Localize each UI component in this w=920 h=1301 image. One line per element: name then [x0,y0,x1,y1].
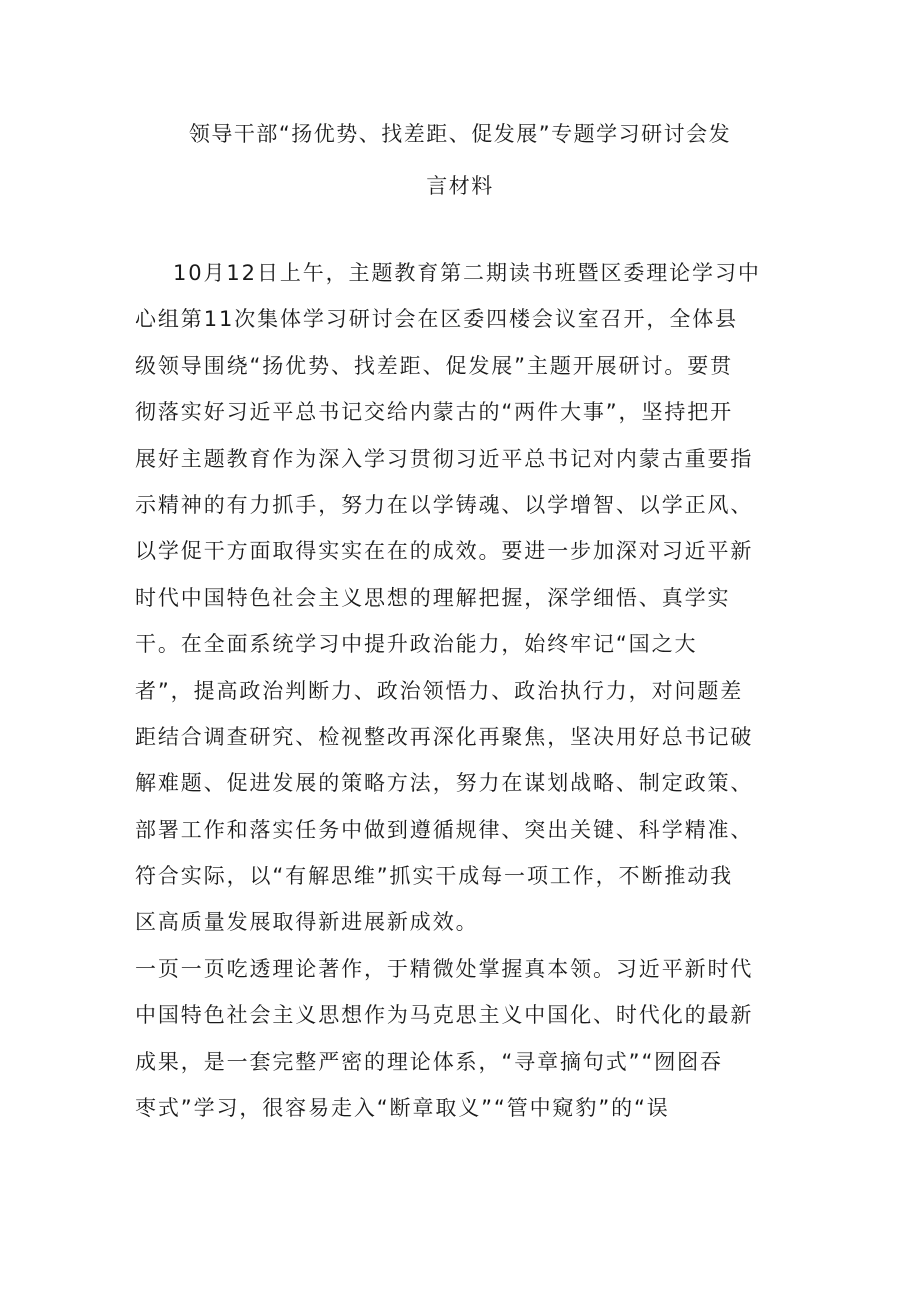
body-line: 一页一页吃透理论著作，于精微处掌握真本领。习近平新时代 [135,956,754,981]
body-line: 级领导围绕“扬优势、找差距、促发展”主题开展研讨。要贯 [135,353,734,378]
body-line: 心组第11次集体学习研讨会在区委四楼会议室召开，全体县 [135,307,739,332]
title-line-2: 言材料 [426,174,494,198]
body-line: 展好主题教育作为深入学习贯彻习近平总书记对内蒙古重要指 [135,446,754,471]
body-line: 时代中国特色社会主义思想的理解把握，深学细悟、真学实 [135,585,731,610]
body-line: 示精神的有力抓手，努力在以学铸魂、以学增智、以学正风、 [135,492,754,517]
body-line: 干。在全面系统学习中提升政治能力，始终牢记“国之大 [135,632,698,657]
body-line: 部署工作和落实任务中做到遵循规律、突出关键、科学精准、 [135,817,754,842]
document-body [135,250,775,1131]
body-line: 以学促干方面取得实实在在的成效。要进一步加深对习近平新 [135,539,754,564]
body-line: 彻落实好习近平总书记交给内蒙古的“两件大事”，坚持把开 [135,400,734,425]
title-line-1: 领导干部“扬优势、找差距、促发展”专题学习研讨会发 [188,122,732,146]
document-title [140,108,780,212]
body-line: 成果，是一套完整严密的理论体系，“寻章摘句式”“囫囵吞 [135,1049,723,1074]
body-line: 符合实际，以“有解思维”抓实干成每一项工作，不断推动我 [135,864,734,889]
body-line: 10月12日上午，主题教育第二期读书班暨区委理论学习中 [173,261,761,285]
body-line: 解难题、促进发展的策略方法，努力在谋划战略、制定政策、 [135,771,754,796]
body-line: 距结合调查研究、检视整改再深化再聚焦，坚决用好总书记破 [135,724,754,749]
body-line: 者”，提高政治判断力、政治领悟力、政治执行力，对问题差 [135,678,744,703]
body-line: 中国特色社会主义思想作为马克思主义中国化、时代化的最新 [135,1003,754,1028]
body-line: 区高质量发展取得新进展新成效。 [135,910,479,935]
body-line: 枣式”学习，很容易走入“断章取义”“管中窥豹”的“误 [135,1096,670,1121]
